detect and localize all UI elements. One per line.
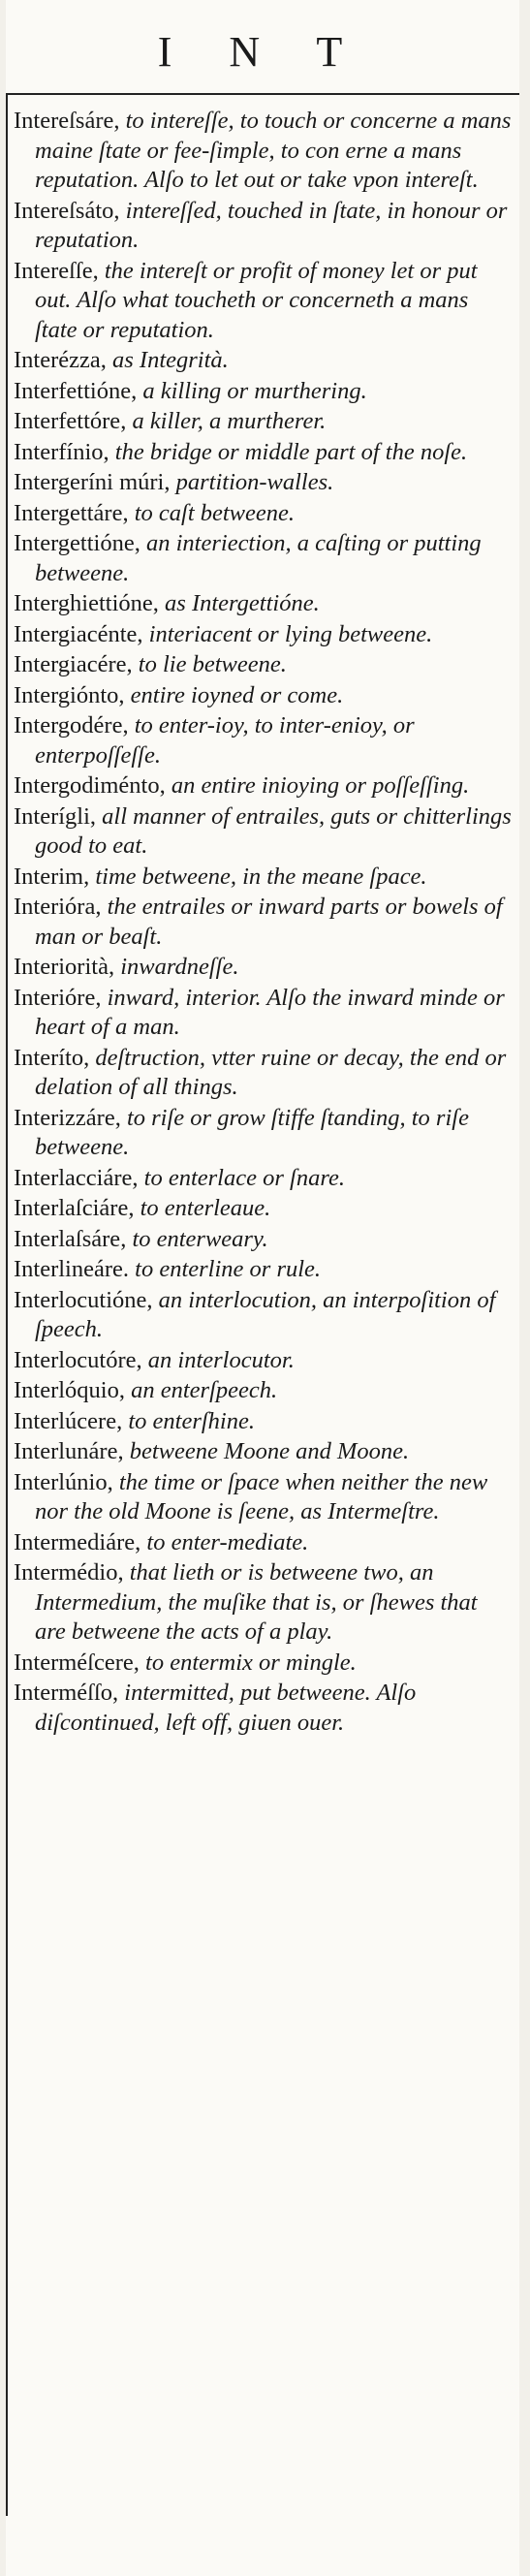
entry-headword: Interlaſsáre <box>14 1225 121 1252</box>
entry-headword: Interim <box>14 863 84 890</box>
entry-definition: to caſt betweene. <box>134 499 296 526</box>
entry-headword: Interméſſo <box>14 1680 113 1706</box>
dictionary-entry <box>14 1346 512 1376</box>
entry-definition: to intereſſe, to touch or concerne a mans maine ſtate or fee-ſimple, to con erne a mans reputation. Alſo to let out or take vpon intereſt. <box>35 108 512 193</box>
entry-headword: Interlóquio <box>14 1377 119 1403</box>
dictionary-entry <box>14 589 512 619</box>
dictionary-entry <box>14 529 512 588</box>
entry-separator: , <box>128 1195 140 1221</box>
entry-separator: , <box>103 438 115 465</box>
entry-headword: Intereſsáre <box>14 108 114 134</box>
entry-separator: , <box>132 1164 144 1191</box>
entry-separator: , <box>135 1528 147 1555</box>
entry-headword: Intergiacénte <box>14 620 138 647</box>
entry-definition: a killer, a murtherer. <box>132 408 327 434</box>
entry-headword: Intermediáre <box>14 1528 136 1555</box>
entry-separator: , <box>136 1346 148 1373</box>
entry-headword: Interizzáre <box>14 1104 115 1131</box>
dictionary-entry <box>14 257 512 346</box>
entry-list <box>14 107 512 1739</box>
entry-headword: Interfínio <box>14 438 104 465</box>
dictionary-entry <box>14 1376 512 1406</box>
dictionary-entry <box>14 984 512 1043</box>
entry-headword: Interlocutóre <box>14 1346 137 1373</box>
entry-separator: , <box>100 347 112 373</box>
entry-headword: Intergeríni múri <box>14 469 165 495</box>
dictionary-entry <box>14 346 512 376</box>
dictionary-entry <box>14 1225 512 1255</box>
entry-headword: Interlúcere <box>14 1407 117 1434</box>
entry-definition: interiacent or lying betweene. <box>148 620 433 647</box>
dictionary-entry <box>14 1286 512 1345</box>
entry-headword: Intereſsáto <box>14 197 114 224</box>
entry-headword: Intergodére <box>14 712 123 738</box>
entry-separator: , <box>113 197 126 224</box>
dictionary-entry <box>14 620 512 650</box>
entry-separator: , <box>117 1438 130 1464</box>
entry-definition: to enterweary. <box>132 1225 268 1252</box>
entry-definition: inward, interior. Alſo the inward minde or heart of a man. <box>35 984 505 1040</box>
entry-definition: intermitted, put betweene. Alſo diſcontinued, left off, giuen ouer. <box>35 1680 417 1736</box>
entry-headword: Interlocutióne <box>14 1286 147 1313</box>
entry-separator: , <box>83 1044 96 1071</box>
dictionary-entry <box>14 1558 512 1648</box>
entry-separator: , <box>131 377 143 404</box>
entry-definition: inwardneſſe. <box>120 954 239 980</box>
entry-definition: as Intergettióne. <box>165 590 320 616</box>
entry-definition: time betweene, in the meane ſpace. <box>95 863 427 890</box>
entry-headword: Intergiónto <box>14 681 119 708</box>
entry-definition: to enterline or rule. <box>135 1256 322 1282</box>
dictionary-entry <box>14 438 512 468</box>
dictionary-entry <box>14 802 512 862</box>
entry-definition: to enter-mediate. <box>146 1528 309 1555</box>
entry-definition: entire ioyned or come. <box>130 681 344 708</box>
entry-definition: to enterlace or ſnare. <box>143 1164 345 1191</box>
entry-separator: , <box>118 1377 132 1403</box>
entry-headword: Interézza <box>14 347 101 373</box>
top-rule <box>6 93 519 95</box>
entry-separator: , <box>120 408 133 434</box>
entry-definition: a killing or murthering. <box>142 377 367 404</box>
entry-headword: Interlunáre <box>14 1438 118 1464</box>
entry-headword: Interígli <box>14 802 90 830</box>
dictionary-entry <box>14 650 512 680</box>
dictionary-entry <box>14 1437 512 1467</box>
dictionary-entry <box>14 1649 512 1679</box>
entry-definition: to enterſhine. <box>128 1407 255 1434</box>
entry-headword: Interméſcere <box>14 1649 134 1676</box>
entry-separator: , <box>113 108 126 134</box>
entry-separator: , <box>112 1680 125 1706</box>
entry-separator: . <box>122 1256 136 1282</box>
dictionary-entry <box>14 681 512 711</box>
entry-separator: , <box>134 530 146 556</box>
dictionary-entry <box>14 1164 512 1194</box>
entry-headword: Interíto <box>14 1044 84 1071</box>
dictionary-entry <box>14 953 512 983</box>
dictionary-entry <box>14 863 512 893</box>
entry-separator: , <box>137 620 149 647</box>
entry-headword: Interióra <box>14 894 96 920</box>
entry-separator: , <box>118 681 131 708</box>
entry-separator: , <box>159 772 171 799</box>
entry-definition: as Integrità. <box>112 347 229 373</box>
dictionary-entry <box>14 107 512 196</box>
dictionary-entry <box>14 1104 512 1163</box>
entry-separator: , <box>92 257 105 284</box>
entry-definition: partition-walles. <box>175 469 334 495</box>
entry-separator: , <box>133 1649 146 1676</box>
dictionary-entry <box>14 197 512 256</box>
entry-headword: Interiorità <box>14 954 109 980</box>
entry-headword: Interfettióne <box>14 377 132 404</box>
entry-separator: , <box>117 1559 130 1586</box>
entry-definition: to entermix or mingle. <box>145 1649 357 1676</box>
entry-definition: intereſſed, touched in ſtate, in honour or reputation. <box>35 197 508 253</box>
entry-definition: an enterſpeech. <box>131 1377 278 1403</box>
entry-separator: , <box>122 499 135 526</box>
entry-separator: , <box>152 590 166 616</box>
entry-definition: betweene Moone and Moone. <box>129 1438 410 1464</box>
entry-definition: to enterleaue. <box>140 1195 271 1221</box>
entry-headword: Interghiettióne <box>14 590 153 616</box>
entry-definition: the time or ſpace when neither the new nor the old Moone is ſeene, as Intermeſtre. <box>35 1468 488 1524</box>
dictionary-entry <box>14 1468 512 1527</box>
entry-headword: Interfettóre <box>14 408 121 434</box>
entry-separator: , <box>107 1468 119 1495</box>
entry-headword: Intermédio <box>14 1559 118 1586</box>
entry-separator: , <box>116 1407 129 1434</box>
dictionary-entry <box>14 1044 512 1103</box>
entry-separator: , <box>89 802 103 830</box>
dictionary-entry <box>14 377 512 407</box>
entry-separator: , <box>164 469 176 495</box>
entry-headword: Interlúnio <box>14 1468 108 1495</box>
dictionary-entry <box>14 1528 512 1558</box>
entry-definition: to enter-ioy, to inter-enioy, or enterpoſſeſſe. <box>35 712 415 769</box>
page-heading: I N T <box>157 28 366 76</box>
dictionary-entry <box>14 468 512 498</box>
entry-headword: Intergettióne <box>14 530 135 556</box>
entry-definition: an entire inioying or poſſeſſing. <box>171 772 470 799</box>
dictionary-entry <box>14 1407 512 1437</box>
entry-definition: an interlocution, an interpoſition of ſpeech. <box>35 1286 496 1342</box>
entry-definition: deſtruction, vtter ruine or decay, the end or delation of all things. <box>35 1044 507 1100</box>
entry-separator: , <box>108 954 121 980</box>
entry-headword: Intereſſe <box>14 257 93 284</box>
dictionary-entry <box>14 711 512 770</box>
entry-headword: Interióre <box>14 984 96 1011</box>
entry-headword: Interlacciáre <box>14 1164 133 1191</box>
entry-definition: an interiection, a caſting or putting betweene. <box>35 530 482 586</box>
entry-headword: Intergodiménto <box>14 772 160 799</box>
entry-definition: the intereſt or profit of money let or put out. Alſo what toucheth or concerneth a mans ſtate or reputation. <box>35 257 478 343</box>
entry-definition: the entrailes or inward parts or bowels of man or beaſt. <box>35 894 503 950</box>
dictionary-entry <box>14 1194 512 1224</box>
entry-headword: Interlineáre <box>14 1256 123 1282</box>
entry-separator: , <box>120 1225 133 1252</box>
dictionary-entry <box>14 499 512 529</box>
entry-definition: all manner of entrailes, guts or chitterlings good to eat. <box>35 802 512 859</box>
entry-separator: , <box>95 894 108 920</box>
dictionary-entry <box>14 407 512 437</box>
entry-definition: the bridge or middle part of the noſe. <box>114 438 468 465</box>
dictionary-entry <box>14 1679 512 1738</box>
entry-separator: , <box>114 1104 127 1131</box>
dictionary-entry <box>14 1255 512 1285</box>
entry-headword: Intergiacére <box>14 651 127 677</box>
entry-headword: Interlaſciáre <box>14 1195 129 1221</box>
entry-definition: an interlocutor. <box>147 1346 295 1373</box>
entry-headword: Intergettáre <box>14 499 123 526</box>
left-rule <box>6 93 8 2516</box>
entry-separator: , <box>126 651 139 677</box>
dictionary-entry <box>14 771 512 801</box>
entry-separator: , <box>83 863 96 890</box>
entry-definition: to riſe or grow ſtiffe ſtanding, to riſe betweene. <box>35 1104 469 1160</box>
entry-definition: that lieth or is betweene two, an Intermedium, the muſike that is, or ſhewes that are betweene the acts of a play. <box>35 1559 478 1645</box>
entry-definition: to lie betweene. <box>138 651 287 677</box>
dictionary-entry <box>14 893 512 952</box>
entry-separator: , <box>146 1286 159 1313</box>
entry-separator: , <box>95 984 108 1011</box>
entry-separator: , <box>122 712 135 738</box>
